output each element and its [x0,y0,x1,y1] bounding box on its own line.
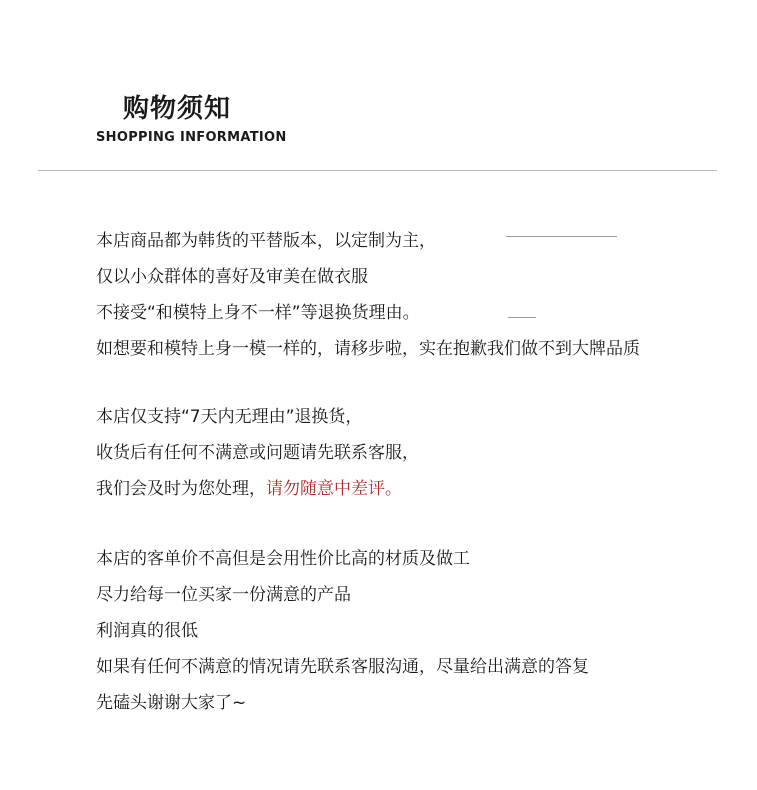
notice-line: 先磕头谢谢大家了~ [96,693,247,713]
notice-line-with-highlight [96,471,419,507]
notice-line-prefix: 我们会及时为您处理， [96,479,266,499]
notice-paragraph-2 [96,399,419,507]
notice-line: 本店的客单价不高但是会用性价比高的材质及做工 [96,549,470,569]
notice-line: 如果有任何不满意的情况请先联系客服沟通，尽量给出满意的答复 [96,657,589,677]
notice-line: 仅以小众群体的喜好及审美在做衣服 [96,267,368,287]
notice-paragraph-3 [96,541,589,721]
page-title: 购物须知 [123,94,232,124]
notice-line: 利润真的很低 [96,621,198,641]
page-subtitle: SHOPPING INFORMATION [96,130,287,145]
notice-paragraph-1 [96,223,640,367]
header-divider [38,170,717,171]
notice-line: 本店商品都为韩货的平替版本，以定制为主， [96,231,436,251]
notice-line: 本店仅支持“7天内无理由”退换货， [96,407,363,427]
notice-line: 如想要和模特上身一模一样的，请移步啦，实在抱歉我们做不到大牌品质 [96,339,640,359]
highlight-warning-text: 请勿随意中差评。 [266,479,402,499]
notice-line: 尽力给每一位买家一份满意的产品 [96,585,351,605]
notice-line: 不接受“和模特上身不一样”等退换货理由。 [96,303,420,323]
notice-line: 收货后有任何不满意或问题请先联系客服， [96,443,419,463]
